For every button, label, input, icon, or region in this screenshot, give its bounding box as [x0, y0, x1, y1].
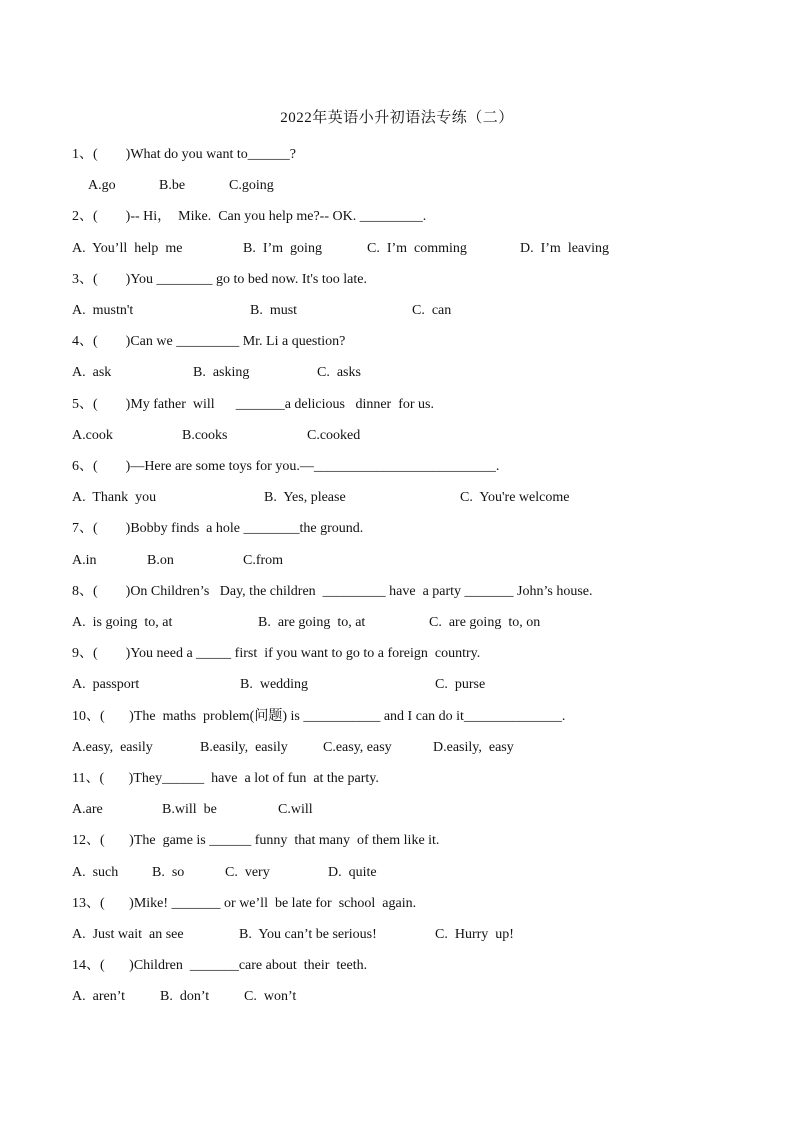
question-stem: 1、( )What do you want to______?	[72, 147, 296, 162]
option: C. are going to, on	[429, 615, 541, 630]
option: A. passport	[72, 677, 140, 692]
option: C.easy, easy	[323, 740, 392, 755]
option: C. Hurry up!	[435, 927, 514, 942]
question-stem: 12、( )The game is ______ funny that many of them like it.	[72, 833, 440, 848]
option-row	[72, 427, 772, 445]
option: C. won’t	[244, 989, 297, 1004]
option: B.will be	[162, 802, 217, 817]
option: B. must	[250, 303, 298, 318]
option: C. I’m comming	[367, 241, 467, 256]
option: C. purse	[435, 677, 486, 692]
option: A.in	[72, 553, 97, 568]
option: D. quite	[328, 865, 377, 880]
question-stem: 8、( )On Children’s Day, the children _________ have a party _______ John’s house.	[72, 584, 593, 599]
option: A. is going to, at	[72, 615, 173, 630]
option: A. such	[72, 865, 119, 880]
option: C.going	[229, 178, 274, 193]
question-stem: 5、( )My father will _______a delicious dinner for us.	[72, 397, 434, 412]
option: B. wedding	[240, 677, 309, 692]
question-stem: 14、( )Children _______care about their teeth.	[72, 958, 368, 973]
option: A. Thank you	[72, 490, 157, 505]
option: A. mustn't	[72, 303, 134, 318]
question-stem: 7、( )Bobby finds a hole ________the ground.	[72, 521, 364, 536]
option: B.on	[147, 553, 174, 568]
question-stem: 9、( )You need a _____ first if you want to go to a foreign country.	[72, 646, 481, 661]
option: D.easily, easy	[433, 740, 514, 755]
option: C. You're welcome	[460, 490, 570, 505]
question-stem: 6、( )—Here are some toys for you.—__________________________.	[72, 459, 500, 474]
option-row	[72, 364, 772, 382]
option: B. don’t	[160, 989, 210, 1004]
page-title: 2022年英语小升初语法专练（二）	[280, 110, 514, 126]
option-row	[72, 864, 772, 882]
question-stem: 3、( )You ________ go to bed now. It's too late.	[72, 272, 367, 287]
option: B. You can’t be serious!	[239, 927, 377, 942]
option: A.cook	[72, 428, 113, 443]
option-row	[72, 552, 772, 570]
option: B. asking	[193, 365, 250, 380]
option: B. Yes, please	[264, 490, 346, 505]
option: C. asks	[317, 365, 361, 380]
question-stem: 10、( )The maths problem(问题) is ___________ and I can do it______________.	[72, 709, 566, 724]
option: B.be	[159, 178, 186, 193]
question-stem: 13、( )Mike! _______ or we’ll be late for school again.	[72, 896, 417, 911]
option: D. I’m leaving	[520, 241, 610, 256]
option-row	[72, 801, 772, 819]
option: B.cooks	[182, 428, 228, 443]
option: C. can	[412, 303, 452, 318]
option-row	[72, 302, 772, 320]
option: C.cooked	[307, 428, 361, 443]
option-row	[72, 739, 772, 757]
option: B. are going to, at	[258, 615, 366, 630]
option-row	[72, 676, 772, 694]
question-stem: 4、( )Can we _________ Mr. Li a question?	[72, 334, 346, 349]
option: A. You’ll help me	[72, 241, 183, 256]
option: A. aren’t	[72, 989, 125, 1004]
option: C. very	[225, 865, 270, 880]
option: A. Just wait an see	[72, 927, 184, 942]
option: B. I’m going	[243, 241, 322, 256]
question-stem: 2、( )-- Hi， Mike. Can you help me?-- OK. _________.	[72, 209, 427, 224]
option: A.go	[88, 178, 116, 193]
option: B.easily, easily	[200, 740, 288, 755]
option-row	[72, 489, 772, 507]
option-row	[72, 614, 772, 632]
option-row	[72, 988, 772, 1006]
option: C.from	[243, 553, 284, 568]
option: A.are	[72, 802, 103, 817]
option: B. so	[152, 865, 185, 880]
option: A. ask	[72, 365, 112, 380]
option-row	[72, 240, 772, 258]
option-row	[72, 926, 772, 944]
question-stem: 11、( )They______ have a lot of fun at the party.	[72, 771, 379, 786]
option-row	[72, 177, 772, 195]
option: C.will	[278, 802, 313, 817]
option: A.easy, easily	[72, 740, 153, 755]
